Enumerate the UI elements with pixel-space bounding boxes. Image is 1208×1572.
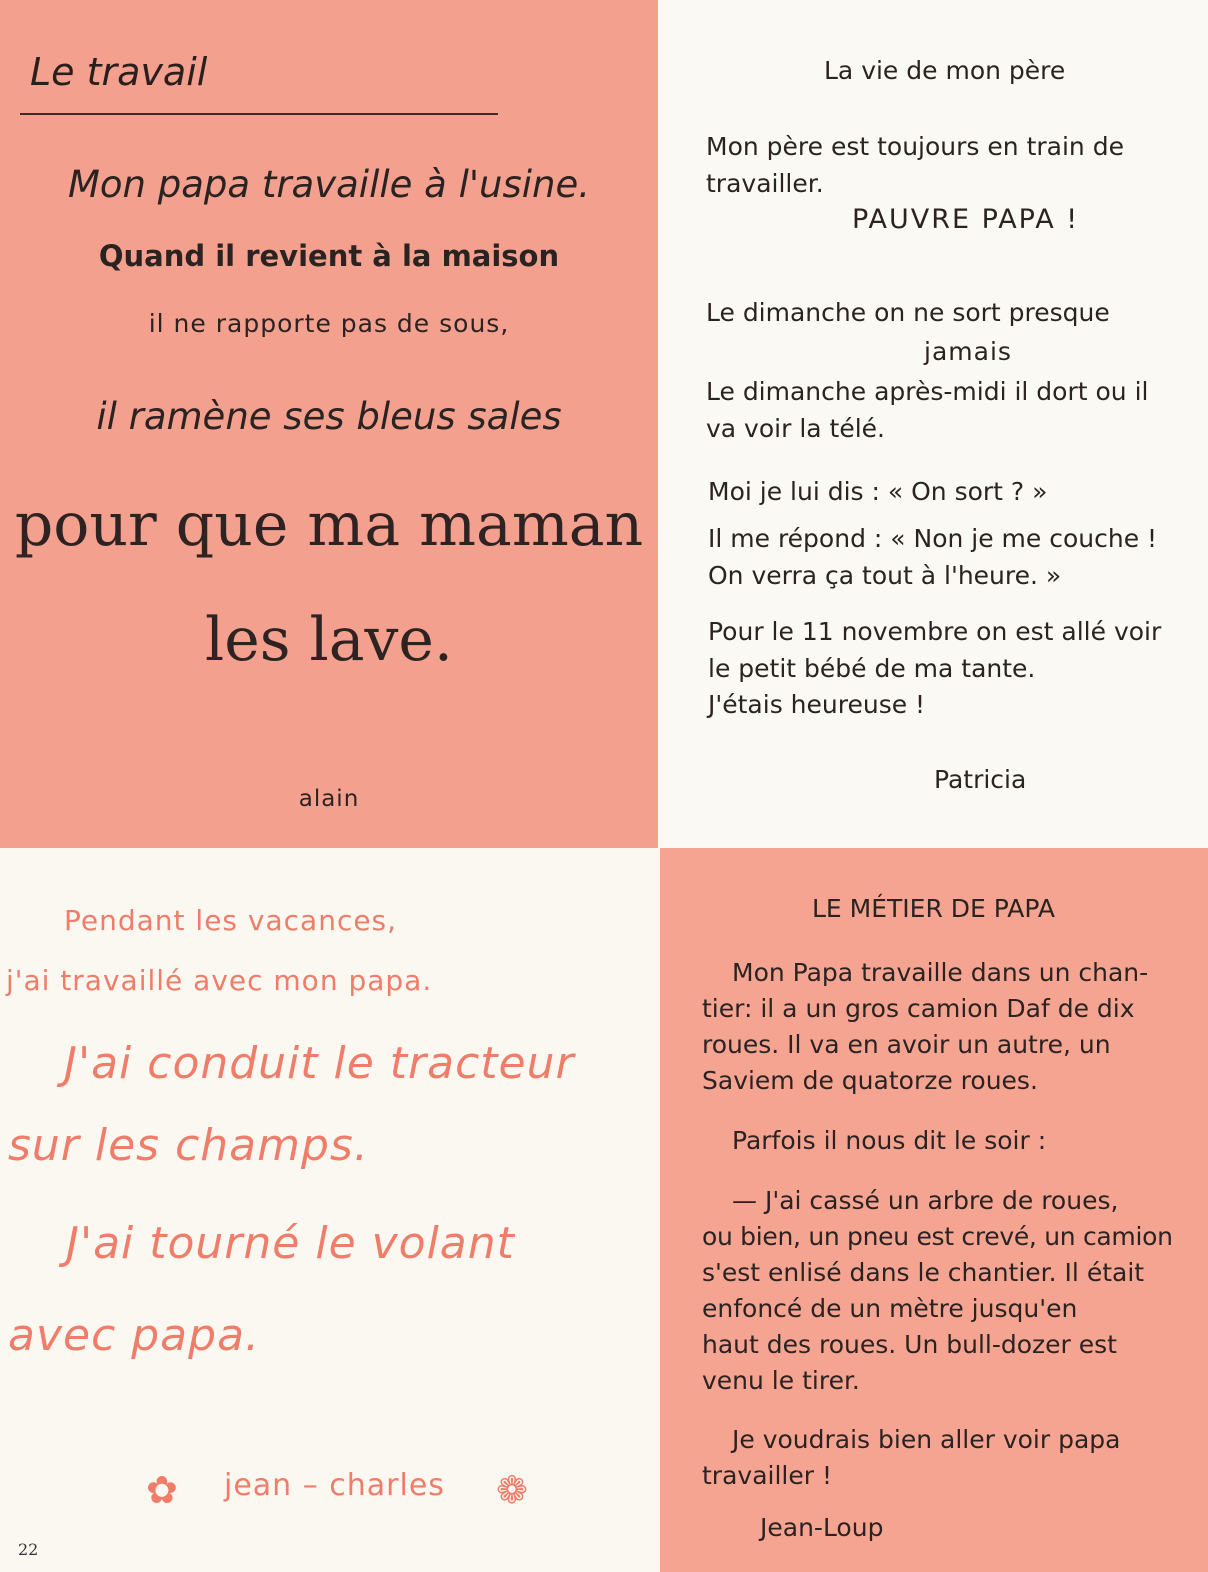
text-line: Pour le 11 novembre on est allé voir: [708, 617, 1162, 646]
poem-line: Pendant les vacances,: [64, 904, 398, 937]
text-title: LE MÉTIER DE PAPA: [812, 894, 1055, 923]
poem-line: J'ai tourné le volant: [66, 1218, 515, 1269]
poem-title: Le travail: [30, 50, 208, 94]
text-author: Patricia: [934, 765, 1027, 794]
text-le-metier-de-papa-panel: [660, 848, 1208, 1572]
poem-line: sur les champs.: [8, 1120, 369, 1171]
text-line: roues. Il va en avoir un autre, un: [702, 1030, 1111, 1059]
exclamation: PAUVRE PAPA !: [852, 204, 1080, 235]
text-line: On verra ça tout à l'heure. »: [708, 561, 1062, 590]
text-line: Saviem de quatorze roues.: [702, 1066, 1038, 1095]
text-line: venu le tirer.: [702, 1366, 860, 1395]
page-number: 22: [18, 1540, 39, 1559]
poem-line: Quand il revient à la maison: [98, 239, 560, 273]
text-la-vie-de-mon-pere-panel: [658, 0, 1208, 848]
text-line: travailler !: [702, 1461, 832, 1490]
poem-line: J'ai conduit le tracteur: [64, 1038, 575, 1089]
text-line: travailler.: [706, 169, 824, 198]
poem-line: Mon papa travaille à l'usine.: [67, 163, 591, 206]
poem-author: alain: [298, 786, 360, 812]
poem-line: les lave.: [205, 605, 453, 675]
text-line: — J'ai cassé un arbre de roues,: [732, 1186, 1119, 1215]
poem-line: il ramène ses bleus sales: [96, 395, 562, 438]
text-line: Mon père est toujours en train de: [706, 132, 1124, 161]
text-line: Moi je lui dis : « On sort ? »: [708, 477, 1048, 506]
poem-le-travail-panel: [0, 0, 658, 848]
text-line: enfoncé de un mètre jusqu'en: [702, 1294, 1078, 1323]
text-line: le petit bébé de ma tante.: [708, 654, 1036, 683]
text-line: tier: il a un gros camion Daf de dix: [702, 994, 1135, 1023]
poem-vacances-panel: [0, 848, 660, 1572]
poem-line: j'ai travaillé avec mon papa.: [6, 964, 433, 997]
text-line: Mon Papa travaille dans un chan-: [732, 958, 1149, 987]
poem-line: avec papa.: [8, 1310, 261, 1361]
text-line: Le dimanche après-midi il dort ou il: [706, 377, 1149, 406]
poem-line: pour que ma maman: [14, 490, 644, 560]
poem-line: il ne rapporte pas de sous,: [148, 309, 510, 338]
text-line: Le dimanche on ne sort presque: [706, 298, 1110, 327]
text-line: Je voudrais bien aller voir papa: [732, 1425, 1121, 1454]
text-line: va voir la télé.: [706, 414, 885, 443]
text-line: jamais: [924, 337, 1012, 366]
flower-ornament-icon: ✿: [146, 1468, 178, 1512]
text-line: haut des roues. Un bull-dozer est: [702, 1330, 1117, 1359]
text-line: Parfois il nous dit le soir :: [732, 1126, 1047, 1155]
text-line: s'est enlisé dans le chantier. Il était: [702, 1258, 1145, 1287]
text-line: Il me répond : « Non je me couche !: [708, 524, 1158, 553]
text-line: ou bien, un pneu est crevé, un camion: [702, 1222, 1173, 1251]
flower-ornament-icon: ❁: [496, 1468, 528, 1512]
poem-author: jean – charles: [224, 1468, 445, 1503]
text-author: Jean-Loup: [760, 1513, 884, 1542]
text-title: La vie de mon père: [824, 56, 1066, 85]
title-underline: [20, 113, 498, 115]
text-line: J'étais heureuse !: [708, 690, 926, 719]
